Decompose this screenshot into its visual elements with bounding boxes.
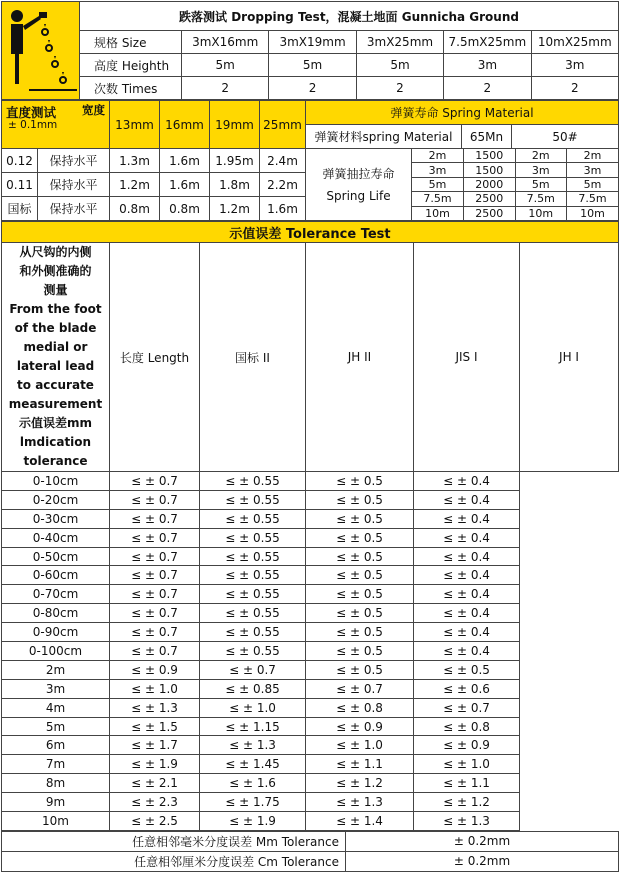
tolerance-value: ≤ ± 0.7 xyxy=(110,623,200,642)
spring-cell: 10m xyxy=(412,206,464,220)
straightness-value: 1.6m xyxy=(160,149,210,173)
tolerance-value: ≤ ± 1.0 xyxy=(306,736,414,755)
spring-cell: 7.5m xyxy=(412,192,464,206)
length-header: 长度 Length xyxy=(110,243,200,472)
table-row xyxy=(2,547,619,566)
spring-cell: 3m xyxy=(412,163,464,177)
standard-header: JIS I xyxy=(414,243,520,472)
tolerance-value: ≤ ± 1.15 xyxy=(200,717,306,736)
desc-line: medial or xyxy=(23,340,88,354)
tolerance-value: ≤ ± 1.7 xyxy=(110,736,200,755)
spec-sheet xyxy=(1,1,619,869)
spring-cell: 2m xyxy=(567,149,619,163)
straightness-value: 1.8m xyxy=(210,173,260,197)
tolerance-value: ≤ ± 1.1 xyxy=(414,774,520,793)
tolerance-value: ≤ ± 1.3 xyxy=(306,793,414,812)
spring-cell: 1500 xyxy=(464,163,516,177)
tolerance-value: ≤ ± 0.5 xyxy=(306,490,414,509)
tolerance-value: ≤ ± 1.4 xyxy=(306,812,414,831)
table-row xyxy=(2,793,619,812)
tolerance-value: ≤ ± 0.5 xyxy=(306,472,414,491)
desc-line: to accurate xyxy=(17,378,94,392)
desc-line: lateral lead xyxy=(16,359,95,373)
spring-life-label xyxy=(306,149,412,221)
spring-cell: 5m xyxy=(515,177,567,191)
width-label: 宽度 xyxy=(82,103,105,117)
tolerance-value: ≤ ± 1.6 xyxy=(200,774,306,793)
spring-cell: 1500 xyxy=(464,149,516,163)
spring-cell: 5m xyxy=(567,177,619,191)
table-row xyxy=(2,812,619,831)
tolerance-value: ≤ ± 0.6 xyxy=(414,679,520,698)
standard-header: 国标 II xyxy=(200,243,306,472)
straightness-value: 1.2m xyxy=(210,197,260,221)
tolerance-value: ≤ ± 1.3 xyxy=(110,698,200,717)
tolerance-value: ≤ ± 0.4 xyxy=(414,566,520,585)
tolerance-description xyxy=(2,243,110,472)
spring-cell: 7.5m xyxy=(515,192,567,206)
spring-cell: 2m xyxy=(412,149,464,163)
table-row xyxy=(2,509,619,528)
tolerance-value: ≤ ± 0.5 xyxy=(306,528,414,547)
cm-tolerance-value: ± 0.2mm xyxy=(346,851,619,871)
tolerance-value: ≤ ± 0.55 xyxy=(200,566,306,585)
width-cell: 13mm xyxy=(110,101,160,149)
length-cell: 0-90cm xyxy=(2,623,110,642)
spring-cell: 5m xyxy=(412,177,464,191)
tolerance-value: ≤ ± 2.1 xyxy=(110,774,200,793)
tolerance-value: ≤ ± 0.4 xyxy=(414,623,520,642)
length-cell: 0-70cm xyxy=(2,585,110,604)
desc-line: 和外侧准确的 xyxy=(19,264,92,278)
level-cell: 保持水平 xyxy=(38,149,110,173)
tolerance-value: ≤ ± 0.7 xyxy=(306,679,414,698)
table-row xyxy=(2,660,619,679)
height-cell: 3m xyxy=(531,54,618,77)
desc-line: 测量 xyxy=(43,283,68,297)
straightness-header xyxy=(2,101,110,149)
tolerance-value: ≤ ± 0.5 xyxy=(306,585,414,604)
tolerance-value: ≤ ± 0.4 xyxy=(414,472,520,491)
tolerance-value: ≤ ± 0.5 xyxy=(306,566,414,585)
height-cell: 5m xyxy=(182,54,269,77)
tolerance-value: ≤ ± 0.5 xyxy=(414,660,520,679)
length-cell: 3m xyxy=(2,679,110,698)
times-cell: 2 xyxy=(182,77,269,100)
tolerance-value: ≤ ± 0.7 xyxy=(110,528,200,547)
times-label: 次数 Times xyxy=(80,77,182,100)
tolerance-value: ≤ ± 0.55 xyxy=(200,509,306,528)
table-row xyxy=(2,528,619,547)
tolerance-value: ≤ ± 0.55 xyxy=(200,585,306,604)
tolerance-value: ≤ ± 0.4 xyxy=(414,642,520,661)
spring-material-50: 50# xyxy=(512,125,619,149)
desc-line: of the blade xyxy=(14,321,97,335)
table-row xyxy=(2,717,619,736)
spring-cell: 2m xyxy=(515,149,567,163)
tolerance-value: ≤ ± 1.45 xyxy=(200,755,306,774)
length-cell: 9m xyxy=(2,793,110,812)
tolerance-value: ≤ ± 0.7 xyxy=(110,490,200,509)
dropping-test-table xyxy=(1,1,619,100)
tolerance-value: ≤ ± 0.5 xyxy=(306,604,414,623)
straightness-value: 2.2m xyxy=(260,173,306,197)
tolerance-value: ≤ ± 0.55 xyxy=(200,472,306,491)
tolerance-value: ≤ ± 1.0 xyxy=(200,698,306,717)
spring-life-en: Spring Life xyxy=(326,188,391,203)
table-row xyxy=(2,623,619,642)
times-cell: 2 xyxy=(269,77,356,100)
spring-cell: 3m xyxy=(567,163,619,177)
height-label: 高度 Heighth xyxy=(80,54,182,77)
tolerance-value: ≤ ± 1.9 xyxy=(110,755,200,774)
mm-tolerance-value: ± 0.2mm xyxy=(346,831,619,851)
straightness-value: 1.3m xyxy=(110,149,160,173)
table-row xyxy=(2,604,619,623)
tolerance-value: ≤ ± 0.5 xyxy=(306,660,414,679)
spring-cell: 2500 xyxy=(464,206,516,220)
mm-tolerance-label: 任意相邻毫米分度误差 Mm Tolerance xyxy=(2,831,346,851)
straightness-value: 1.6m xyxy=(160,173,210,197)
length-cell: 2m xyxy=(2,660,110,679)
tolerance-value: ≤ ± 1.3 xyxy=(414,812,520,831)
times-cell: 2 xyxy=(531,77,618,100)
tolerance-value: ≤ ± 0.8 xyxy=(414,717,520,736)
desc-line: 示值误差mm xyxy=(18,416,92,430)
straightness-spring-table xyxy=(1,100,619,221)
table-row xyxy=(2,642,619,661)
dropping-test-title: 跌落测试 Dropping Test，混凝土地面 Gunnicha Ground xyxy=(80,2,619,31)
length-cell: 6m xyxy=(2,736,110,755)
table-row xyxy=(2,585,619,604)
height-cell: 3m xyxy=(444,54,531,77)
tolerance-value: ≤ ± 1.9 xyxy=(200,812,306,831)
times-cell: 2 xyxy=(356,77,443,100)
table-row xyxy=(2,736,619,755)
tolerance-title: 示值误差 Tolerance Test xyxy=(2,222,619,243)
width-cell: 25mm xyxy=(260,101,306,149)
tolerance-value: ≤ ± 0.55 xyxy=(200,490,306,509)
length-cell: 8m xyxy=(2,774,110,793)
tolerance-value: ≤ ± 0.4 xyxy=(414,509,520,528)
size-cell: 3mX16mm xyxy=(182,31,269,54)
length-cell: 0-40cm xyxy=(2,528,110,547)
tolerance-value: ≤ ± 2.5 xyxy=(110,812,200,831)
tolerance-value: ≤ ± 0.55 xyxy=(200,623,306,642)
tolerance-value: ≤ ± 0.4 xyxy=(414,547,520,566)
tolerance-value: ≤ ± 0.55 xyxy=(200,642,306,661)
length-cell: 0-20cm xyxy=(2,490,110,509)
tolerance-value: ≤ ± 1.2 xyxy=(306,774,414,793)
tolerance-value: ≤ ± 0.55 xyxy=(200,547,306,566)
table-row xyxy=(2,490,619,509)
tolerance-value: ≤ ± 0.8 xyxy=(306,698,414,717)
height-cell: 5m xyxy=(269,54,356,77)
tolerance-table xyxy=(1,221,619,831)
tolerance-value: ≤ ± 1.2 xyxy=(414,793,520,812)
size-cell: 3mX19mm xyxy=(269,31,356,54)
tolerance-value: ≤ ± 0.55 xyxy=(200,604,306,623)
standard-header: JH II xyxy=(306,243,414,472)
spring-life-table xyxy=(412,149,618,220)
person-dropping-tape-icon xyxy=(3,2,79,96)
tolerance-value: ≤ ± 1.5 xyxy=(110,717,200,736)
tolerance-value: ≤ ± 0.7 xyxy=(110,566,200,585)
spring-life-grid xyxy=(412,149,619,221)
tolerance-value: ≤ ± 0.4 xyxy=(414,528,520,547)
grade-cell: 0.11 xyxy=(2,173,38,197)
tolerance-value: ≤ ± 0.4 xyxy=(414,490,520,509)
tolerance-value: ≤ ± 1.3 xyxy=(200,736,306,755)
spring-cell: 7.5m xyxy=(567,192,619,206)
length-cell: 5m xyxy=(2,717,110,736)
table-row xyxy=(2,679,619,698)
tolerance-value: ≤ ± 0.5 xyxy=(306,623,414,642)
tolerance-value: ≤ ± 0.9 xyxy=(306,717,414,736)
length-cell: 10m xyxy=(2,812,110,831)
size-cell: 10mX25mm xyxy=(531,31,618,54)
tolerance-value: ≤ ± 1.1 xyxy=(306,755,414,774)
tolerance-value: ≤ ± 1.75 xyxy=(200,793,306,812)
tolerance-value: ≤ ± 0.7 xyxy=(414,698,520,717)
length-cell: 0-30cm xyxy=(2,509,110,528)
spring-cell: 2000 xyxy=(464,177,516,191)
table-row xyxy=(2,774,619,793)
desc-line: measurement xyxy=(8,397,103,411)
desc-line: tolerance xyxy=(23,454,88,468)
table-row xyxy=(2,698,619,717)
tolerance-value: ≤ ± 0.55 xyxy=(200,528,306,547)
spring-cell: 10m xyxy=(515,206,567,220)
straightness-value: 1.95m xyxy=(210,149,260,173)
width-cell: 16mm xyxy=(160,101,210,149)
tolerance-value: ≤ ± 1.0 xyxy=(414,755,520,774)
table-row xyxy=(2,472,619,491)
standard-header: JH I xyxy=(520,243,619,472)
spring-cell: 10m xyxy=(567,206,619,220)
tolerance-value: ≤ ± 0.9 xyxy=(414,736,520,755)
tolerance-value: ≤ ± 0.5 xyxy=(306,642,414,661)
table-row xyxy=(2,566,619,585)
spring-cell: 3m xyxy=(515,163,567,177)
straightness-tolerance: ± 0.1mm xyxy=(8,119,58,131)
spring-material-label: 弹簧材料spring Material xyxy=(306,125,462,149)
tolerance-value: ≤ ± 0.4 xyxy=(414,604,520,623)
size-label: 规格 Size xyxy=(80,31,182,54)
tolerance-value: ≤ ± 0.4 xyxy=(414,585,520,604)
length-cell: 0-100cm xyxy=(2,642,110,661)
level-cell: 保持水平 xyxy=(38,197,110,221)
tolerance-footer xyxy=(1,831,619,872)
tolerance-value: ≤ ± 0.9 xyxy=(110,660,200,679)
straightness-value: 0.8m xyxy=(160,197,210,221)
spring-title: 弹簧寿命 Spring Material xyxy=(306,101,619,125)
tolerance-value: ≤ ± 2.3 xyxy=(110,793,200,812)
height-cell: 5m xyxy=(356,54,443,77)
desc-line: 从尺钩的内侧 xyxy=(19,245,92,259)
size-cell: 7.5mX25mm xyxy=(444,31,531,54)
straightness-title: 直度测试 xyxy=(6,105,57,120)
straightness-value: 2.4m xyxy=(260,149,306,173)
tolerance-value: ≤ ± 0.7 xyxy=(110,604,200,623)
spring-material-65mn: 65Mn xyxy=(462,125,512,149)
length-cell: 0-80cm xyxy=(2,604,110,623)
grade-cell: 国标 xyxy=(2,197,38,221)
straightness-value: 1.2m xyxy=(110,173,160,197)
straightness-value: 0.8m xyxy=(110,197,160,221)
tolerance-value: ≤ ± 0.7 xyxy=(110,642,200,661)
spring-life-cn: 弹簧抽拉寿命 xyxy=(322,166,395,181)
tolerance-value: ≤ ± 0.7 xyxy=(110,585,200,604)
cm-tolerance-label: 任意相邻厘米分度误差 Cm Tolerance xyxy=(2,851,346,871)
straightness-value: 1.6m xyxy=(260,197,306,221)
length-cell: 4m xyxy=(2,698,110,717)
width-cell: 19mm xyxy=(210,101,260,149)
tolerance-value: ≤ ± 0.7 xyxy=(110,509,200,528)
length-cell: 0-10cm xyxy=(2,472,110,491)
grade-cell: 0.12 xyxy=(2,149,38,173)
times-cell: 2 xyxy=(444,77,531,100)
tolerance-value: ≤ ± 0.5 xyxy=(306,547,414,566)
length-cell: 0-60cm xyxy=(2,566,110,585)
tolerance-value: ≤ ± 0.7 xyxy=(200,660,306,679)
tolerance-value: ≤ ± 0.7 xyxy=(110,547,200,566)
tolerance-value: ≤ ± 0.7 xyxy=(110,472,200,491)
tolerance-value: ≤ ± 0.85 xyxy=(200,679,306,698)
length-cell: 7m xyxy=(2,755,110,774)
desc-line: lmdication xyxy=(19,435,92,449)
spring-cell: 2500 xyxy=(464,192,516,206)
tolerance-value: ≤ ± 1.0 xyxy=(110,679,200,698)
size-cell: 3mX25mm xyxy=(356,31,443,54)
level-cell: 保持水平 xyxy=(38,173,110,197)
table-row xyxy=(2,755,619,774)
drop-test-illustration xyxy=(2,2,80,100)
desc-line: From the foot xyxy=(9,302,102,316)
tolerance-value: ≤ ± 0.5 xyxy=(306,509,414,528)
length-cell: 0-50cm xyxy=(2,547,110,566)
